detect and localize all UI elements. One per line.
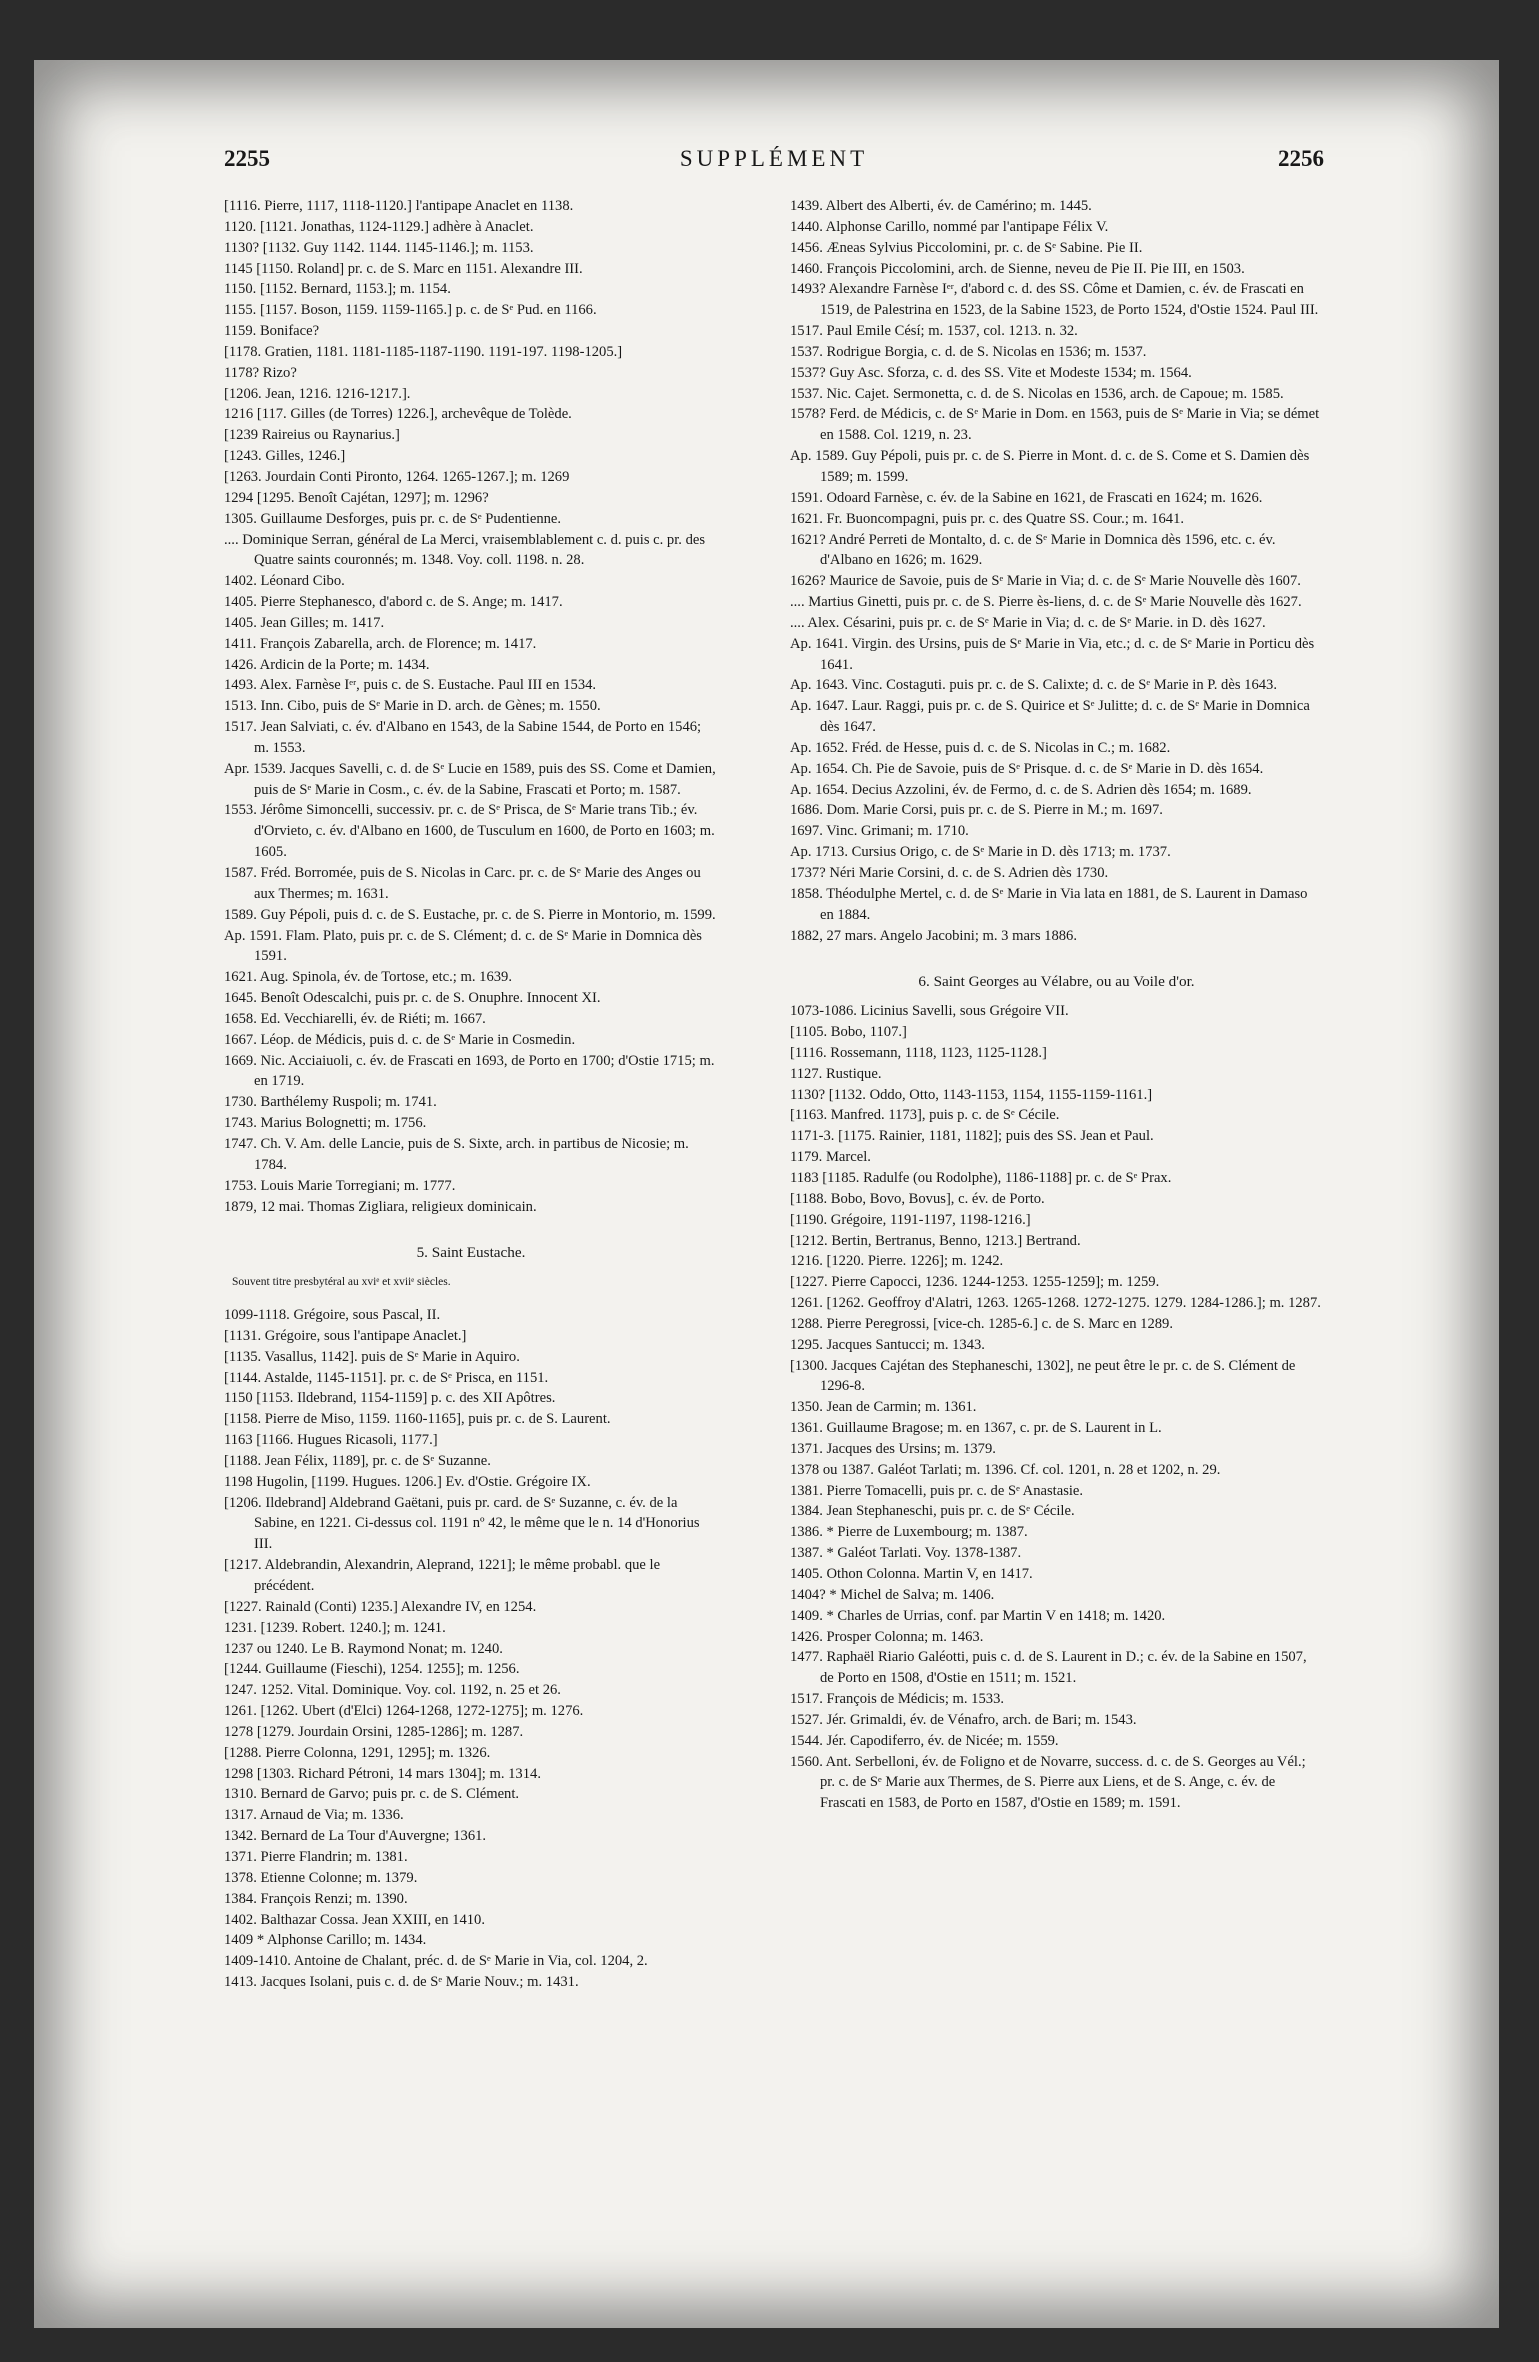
list-entry: 1298 [1303. Richard Pétroni, 14 mars 1304]; m. 1314. bbox=[224, 1765, 541, 1782]
list-entry: 1405. Jean Gilles; m. 1417. bbox=[224, 614, 385, 631]
list-entry: 1371. Pierre Flandrin; m. 1381. bbox=[224, 1848, 408, 1865]
list-entry: [1263. Jourdain Conti Pironto, 1264. 1265-1267.]; m. 1269 bbox=[224, 468, 570, 485]
list-entry: 1405. Pierre Stephanesco, d'abord c. de S. Ange; m. 1417. bbox=[224, 594, 563, 611]
list-entry: Ap. 1713. Cursius Origo, c. de Sᵉ Marie in D. dès 1713; m. 1737. bbox=[790, 844, 1171, 861]
list-entry: 1537? Guy Asc. Sforza, c. d. des SS. Vite et Modeste 1534; m. 1564. bbox=[790, 364, 1192, 381]
list-entry: 1171-3. [1175. Rainier, 1181, 1182]; puis des SS. Jean et Paul. bbox=[790, 1128, 1154, 1145]
list-entry: 1237 ou 1240. Le B. Raymond Nonat; m. 1240. bbox=[224, 1640, 503, 1657]
list-entry: 1378. Etienne Colonne; m. 1379. bbox=[224, 1869, 418, 1886]
list-entry: 1578? Ferd. de Médicis, c. de Sᵉ Marie in Dom. en 1563, puis de Sᵉ Marie in Via; se démet en 1588. Col. 1219, n. 23. bbox=[790, 406, 1320, 444]
list-entry: 1155. [1157. Boson, 1159. 1159-1165.] p. c. de Sᵉ Pud. en 1166. bbox=[224, 302, 597, 319]
list-entry: 1879, 12 mai. Thomas Zigliara, religieux dominicain. bbox=[224, 1198, 537, 1215]
list-entry: 1179. Marcel. bbox=[790, 1149, 871, 1166]
section-6-entries bbox=[790, 1001, 1323, 1814]
page-header bbox=[224, 146, 1324, 186]
list-entry: 1667. Léop. de Médicis, puis d. c. de Sᵉ Marie in Cosmedin. bbox=[224, 1031, 576, 1048]
list-entry: [1227. Rainald (Conti) 1235.] Alexandre IV, en 1254. bbox=[224, 1598, 537, 1615]
list-entry: .... Martius Ginetti, puis pr. c. de S. Pierre ès-liens, d. c. de Sᵉ Marie Nouvelle dès 1627. bbox=[790, 594, 1302, 611]
page-number-left: 2255 bbox=[224, 146, 270, 171]
list-entry: 1402. Léonard Cibo. bbox=[224, 573, 345, 590]
list-entry: 1409 * Alphonse Carillo; m. 1434. bbox=[224, 1932, 427, 1949]
list-entry: 1130? [1132. Oddo, Otto, 1143-1153, 1154, 1155-1159-1161.] bbox=[790, 1086, 1153, 1103]
list-entry: 1404? * Michel de Salva; m. 1406. bbox=[790, 1586, 995, 1603]
list-entry: 1342. Bernard de La Tour d'Auvergne; 1361. bbox=[224, 1828, 487, 1845]
list-entry: Ap. 1647. Laur. Raggi, puis pr. c. de S. Quirice et Sᵉ Julitte; d. c. de Sᵉ Marie in Domnica dès 1647. bbox=[790, 698, 1310, 736]
list-entry: 1278 [1279. Jourdain Orsini, 1285-1286]; m. 1287. bbox=[224, 1723, 524, 1740]
list-entry: 1402. Balthazar Cossa. Jean XXIII, en 1410. bbox=[224, 1911, 485, 1928]
list-entry: 1439. Albert des Alberti, év. de Camérino; m. 1445. bbox=[790, 198, 1092, 214]
list-entry: 1305. Guillaume Desforges, puis pr. c. de Sᵉ Pudentienne. bbox=[224, 510, 562, 527]
list-entry: 1737? Néri Marie Corsini, d. c. de S. Adrien dès 1730. bbox=[790, 865, 1109, 881]
list-entry: 1127. Rustique. bbox=[790, 1065, 882, 1082]
list-entry: 1493? Alexandre Farnèse Iᵉʳ, d'abord c. d. des SS. Côme et Damien, c. év. de Frascati en 1519, de Palestrina en 1523, de la Sabine 1523, de Porto 1524, d'Ostie 1524. Paul III. bbox=[790, 281, 1319, 319]
list-entry: 1198 Hugolin, [1199. Hugues. 1206.] Ev. d'Ostie. Grégoire IX. bbox=[224, 1473, 591, 1490]
list-entry: 1697. Vinc. Grimani; m. 1710. bbox=[790, 823, 969, 840]
list-entry: 1626? Maurice de Savoie, puis de Sᵉ Marie in Via; d. c. de Sᵉ Marie Nouvelle dès 1607. bbox=[790, 573, 1301, 590]
list-entry: 1409-1410. Antoine de Chalant, préc. d. de Sᵉ Marie in Via, col. 1204, 2. bbox=[224, 1953, 648, 1970]
list-entry: Ap. 1591. Flam. Plato, puis pr. c. de S. Clément; d. c. de Sᵉ Marie in Domnica dès 1591. bbox=[224, 927, 702, 965]
list-entry: 1247. 1252. Vital. Dominique. Voy. col. 1192, n. 25 et 26. bbox=[224, 1682, 561, 1699]
list-entry: 1456. Æneas Sylvius Piccolomini, pr. c. de Sᵉ Sabine. Pie II. bbox=[790, 239, 1143, 256]
list-entry: [1190. Grégoire, 1191-1197, 1198-1216.] bbox=[790, 1211, 1031, 1228]
list-entry: 1560. Ant. Serbelloni, év. de Foligno et de Novarre, success. d. c. de S. Georges au Vél.; pr. c. de Sᵉ Marie aux Thermes, de S. Pierre aux Liens, et de S. Ange, c. év. de Frascati en 1583, de Porto en 1587, d'Ostie en 1589; m. 1591. bbox=[790, 1753, 1306, 1812]
left-entries-list bbox=[224, 196, 718, 1217]
list-entry: 1517. Jean Salviati, c. év. d'Albano en 1543, de la Sabine 1544, de Porto en 1546; m. 1553. bbox=[224, 719, 702, 756]
list-entry: 1288. Pierre Peregrossi, [vice-ch. 1285-6.] c. de S. Marc en 1289. bbox=[790, 1315, 1173, 1332]
section-gap bbox=[790, 946, 1323, 960]
list-entry: 1589. Guy Pépoli, puis d. c. de S. Eustache, pr. c. de S. Pierre in Montorio, m. 1599. bbox=[224, 906, 716, 923]
list-entry: 1882, 27 mars. Angelo Jacobini; m. 3 mars 1886. bbox=[790, 927, 1077, 944]
list-entry: 1645. Benoît Odescalchi, puis pr. c. de S. Onuphre. Innocent XI. bbox=[224, 990, 601, 1007]
list-entry: [1188. Jean Félix, 1189], pr. c. de Sᵉ Suzanne. bbox=[224, 1452, 491, 1469]
list-entry: 1216. [1220. Pierre. 1226]; m. 1242. bbox=[790, 1253, 1004, 1270]
list-entry: 1150 [1153. Ildebrand, 1154-1159] p. c. des XII Apôtres. bbox=[224, 1390, 556, 1407]
list-entry: 1426. Prosper Colonna; m. 1463. bbox=[790, 1628, 984, 1645]
list-entry: [1144. Astalde, 1145-1151]. pr. c. de Sᵉ Prisca, en 1151. bbox=[224, 1369, 549, 1386]
list-entry: Apr. 1539. Jacques Savelli, c. d. de Sᵉ Lucie en 1589, puis des SS. Come et Damien, puis de Sᵉ Marie in Cosm., c. év. de la Sabine, Frascati et Porto; m. 1587. bbox=[224, 760, 716, 798]
list-entry: 1426. Ardicin de la Porte; m. 1434. bbox=[224, 656, 430, 673]
right-column bbox=[790, 196, 1323, 1814]
list-entry: 1261. [1262. Geoffroy d'Alatri, 1263. 1265-1268. 1272-1275. 1279. 1284-1286.]; m. 1287. bbox=[790, 1295, 1321, 1312]
list-entry: 1753. Louis Marie Torregiani; m. 1777. bbox=[224, 1177, 456, 1194]
list-entry: 1310. Bernard de Garvo; puis pr. c. de S. Clément. bbox=[224, 1786, 520, 1803]
list-entry: 1587. Fréd. Borromée, puis de S. Nicolas in Carc. pr. c. de Sᵉ Marie des Anges ou aux Thermes; m. 1631. bbox=[224, 865, 701, 902]
list-entry: 1150. [1152. Bernard, 1153.]; m. 1154. bbox=[224, 281, 451, 298]
list-entry: [1206. Ildebrand] Aldebrand Gaëtani, puis pr. card. de Sᵉ Suzanne, c. év. de la Sabine, en 1221. Ci-dessus col. 1191 nº 42, le même que le n. 14 d'Honorius III. bbox=[224, 1494, 700, 1553]
list-entry: 1216 [117. Gilles (de Torres) 1226.], archevêque de Tolède. bbox=[224, 406, 572, 423]
list-entry: Ap. 1641. Virgin. des Ursins, puis de Sᵉ Marie in Via, etc.; d. c. de Sᵉ Marie in Porticu dès 1641. bbox=[790, 635, 1315, 673]
section-6-title: 6. Saint Georges au Vélabre, ou au Voile d'or. bbox=[918, 973, 1195, 991]
list-entry: 1350. Jean de Carmin; m. 1361. bbox=[790, 1399, 977, 1416]
list-entry: 1517. Paul Emile Césí; m. 1537, col. 1213. n. 32. bbox=[790, 323, 1078, 340]
list-entry: 1411. François Zabarella, arch. de Florence; m. 1417. bbox=[224, 635, 537, 652]
list-entry: 1294 [1295. Benoît Cajétan, 1297]; m. 1296? bbox=[224, 489, 489, 506]
list-entry: Ap. 1654. Ch. Pie de Savoie, puis de Sᵉ Prisque. d. c. de Sᵉ Marie in D. dès 1654. bbox=[790, 760, 1264, 777]
list-entry: 1405. Othon Colonna. Martin V, en 1417. bbox=[790, 1566, 1033, 1582]
list-entry: [1131. Grégoire, sous l'antipape Anaclet.] bbox=[224, 1327, 467, 1344]
list-entry: 1231. [1239. Robert. 1240.]; m. 1241. bbox=[224, 1619, 446, 1636]
list-entry: [1212. Bertin, Bertranus, Benno, 1213.] Bertrand. bbox=[790, 1232, 1081, 1249]
list-entry: [1116. Rossemann, 1118, 1123, 1125-1128.] bbox=[790, 1044, 1047, 1061]
list-entry: 1178? Rizo? bbox=[224, 364, 297, 381]
list-entry: Ap. 1652. Fréd. de Hesse, puis d. c. de S. Nicolas in C.; m. 1682. bbox=[790, 739, 1171, 756]
list-entry: [1227. Pierre Capocci, 1236. 1244-1253. 1255-1259]; m. 1259. bbox=[790, 1274, 1160, 1291]
list-entry: 1384. François Renzi; m. 1390. bbox=[224, 1890, 408, 1907]
list-entry: 1743. Marius Bolognetti; m. 1756. bbox=[224, 1115, 427, 1132]
list-entry: [1243. Gilles, 1246.] bbox=[224, 448, 346, 465]
list-entry: 1440. Alphonse Carillo, nommé par l'antipape Félix V. bbox=[790, 218, 1109, 235]
list-entry: [1105. Bobo, 1107.] bbox=[790, 1024, 907, 1041]
list-entry: 1669. Nic. Acciaiuoli, c. év. de Frascati en 1693, de Porto en 1700; d'Ostie 1715; m. en 1719. bbox=[224, 1052, 715, 1090]
list-entry: 1409. * Charles de Urrias, conf. par Martin V en 1418; m. 1420. bbox=[790, 1607, 1166, 1624]
list-entry: 1381. Pierre Tomacelli, puis pr. c. de Sᵉ Anastasie. bbox=[790, 1482, 1084, 1499]
list-entry: 1477. Raphaël Riario Galéotti, puis c. d. de S. Laurent in D.; c. év. de la Sabine en 1507, de Porto en 1508, d'Ostie en 1511; m. 1521. bbox=[790, 1649, 1307, 1687]
list-entry: 1591. Odoard Farnèse, c. év. de la Sabine en 1621, de Frascati en 1624; m. 1626. bbox=[790, 489, 1263, 506]
list-entry: 1120. [1121. Jonathas, 1124-1129.] adhère à Anaclet. bbox=[224, 218, 534, 235]
list-entry: [1217. Aldebrandin, Alexandrin, Aleprand, 1221]; le même probabl. que le précédent. bbox=[224, 1557, 661, 1594]
list-entry: [1300. Jacques Cajétan des Stephaneschi, 1302], ne peut être le pr. c. de S. Clément de 1296-8. bbox=[790, 1357, 1296, 1395]
list-entry: [1178. Gratien, 1181. 1181-1185-1187-1190. 1191-197. 1198-1205.] bbox=[224, 343, 623, 360]
list-entry: 1145 [1150. Roland] pr. c. de S. Marc en 1151. Alexandre III. bbox=[224, 260, 583, 277]
list-entry: 1371. Jacques des Ursins; m. 1379. bbox=[790, 1440, 996, 1457]
list-entry: 1621? André Perreti de Montalto, d. c. de Sᵉ Marie in Domnica dès 1596, etc. c. év. d'Albano en 1626; m. 1629. bbox=[790, 531, 1276, 569]
list-entry: 1513. Inn. Cibo, puis de Sᵉ Marie in D. arch. de Gènes; m. 1550. bbox=[224, 698, 601, 715]
list-entry: [1163. Manfred. 1173], puis p. c. de Sᵉ Cécile. bbox=[790, 1107, 1060, 1124]
section-gap bbox=[224, 1217, 718, 1231]
list-entry: 1686. Dom. Marie Corsi, puis pr. c. de S. Pierre in M.; m. 1697. bbox=[790, 802, 1163, 819]
list-entry: 1317. Arnaud de Via; m. 1336. bbox=[224, 1807, 404, 1824]
list-entry: 1384. Jean Stephaneschi, puis pr. c. de Sᵉ Cécile. bbox=[790, 1503, 1075, 1520]
list-entry: 1130? [1132. Guy 1142. 1144. 1145-1146.]; m. 1153. bbox=[224, 239, 534, 256]
list-entry: 1460. François Piccolomini, arch. de Sienne, neveu de Pie II. Pie III, en 1503. bbox=[790, 260, 1245, 277]
section-5-title: 5. Saint Eustache. bbox=[416, 1244, 526, 1262]
list-entry: 1658. Ed. Vecchiarelli, év. de Riéti; m. 1667. bbox=[224, 1010, 486, 1027]
list-entry: 1537. Rodrigue Borgia, c. d. de S. Nicolas en 1536; m. 1537. bbox=[790, 343, 1147, 360]
list-entry: 1386. * Pierre de Luxembourg; m. 1387. bbox=[790, 1524, 1028, 1541]
list-entry: 1537. Nic. Cajet. Sermonetta, c. d. de S. Nicolas en 1536, arch. de Capoue; m. 1585. bbox=[790, 385, 1284, 402]
list-entry: 1261. [1262. Ubert (d'Elci) 1264-1268, 1272-1275]; m. 1276. bbox=[224, 1703, 584, 1720]
list-entry: 1517. François de Médicis; m. 1533. bbox=[790, 1691, 1005, 1708]
list-entry: [1239 Raireius ou Raynarius.] bbox=[224, 427, 400, 444]
list-entry: Ap. 1654. Decius Azzolini, év. de Fermo, d. c. de S. Adrien dès 1654; m. 1689. bbox=[790, 781, 1252, 798]
list-entry: Ap. 1643. Vinc. Costaguti. puis pr. c. de S. Calixte; d. c. de Sᵉ Marie in P. dès 1643. bbox=[790, 677, 1277, 694]
left-column bbox=[224, 196, 718, 1993]
section-5-entries bbox=[224, 1305, 718, 1993]
list-entry: 1493. Alex. Farnèse Iᵉʳ, puis c. de S. Eustache. Paul III en 1534. bbox=[224, 677, 597, 694]
list-entry: 1295. Jacques Santucci; m. 1343. bbox=[790, 1336, 985, 1353]
list-entry: 1730. Barthélemy Ruspoli; m. 1741. bbox=[224, 1094, 437, 1111]
list-entry: 1387. * Galéot Tarlati. Voy. 1378-1387. bbox=[790, 1545, 1022, 1562]
list-entry: 1378 ou 1387. Galéot Tarlati; m. 1396. Cf. col. 1201, n. 28 et 1202, n. 29. bbox=[790, 1461, 1221, 1478]
list-entry: 1621. Aug. Spinola, év. de Tortose, etc.; m. 1639. bbox=[224, 969, 512, 986]
list-entry: 1163 [1166. Hugues Ricasoli, 1177.] bbox=[224, 1432, 438, 1449]
list-entry: [1158. Pierre de Miso, 1159. 1160-1165], puis pr. c. de S. Laurent. bbox=[224, 1411, 611, 1428]
list-entry: 1544. Jér. Capodiferro, év. de Nicée; m. 1559. bbox=[790, 1732, 1059, 1749]
list-entry: 1183 [1185. Radulfe (ou Rodolphe), 1186-1188] pr. c. de Sᵉ Prax. bbox=[790, 1169, 1172, 1186]
list-entry: Ap. 1589. Guy Pépoli, puis pr. c. de S. Pierre in Mont. d. c. de S. Come et S. Damien dès 1589; m. 1599. bbox=[790, 448, 1310, 485]
list-entry: 1553. Jérôme Simoncelli, successiv. pr. c. de Sᵉ Prisca, de Sᵉ Marie trans Tib.; év. d'Orvieto, c. év. d'Albano en 1600, de Tusculum en 1600, de Porto en 1603; m. 1605. bbox=[224, 802, 715, 861]
page-title: SUPPLÉMENT bbox=[679, 146, 869, 171]
list-entry: 1527. Jér. Grimaldi, év. de Vénafro, arch. de Bari; m. 1543. bbox=[790, 1711, 1137, 1728]
list-entry: 1621. Fr. Buoncompagni, puis pr. c. des Quatre SS. Cour.; m. 1641. bbox=[790, 510, 1185, 527]
right-entries-list bbox=[790, 196, 1323, 946]
list-entry: .... Alex. Césarini, puis pr. c. de Sᵉ Marie in Via; d. c. de Sᵉ Marie. in D. dès 1627. bbox=[790, 614, 1266, 631]
list-entry: 1099-1118. Grégoire, sous Pascal, II. bbox=[224, 1307, 441, 1324]
list-entry: 1361. Guillaume Bragose; m. en 1367, c. pr. de S. Laurent in L. bbox=[790, 1420, 1162, 1437]
list-entry: 1159. Boniface? bbox=[224, 323, 320, 340]
list-entry: 1413. Jacques Isolani, puis c. d. de Sᵉ Marie Nouv.; m. 1431. bbox=[224, 1974, 579, 1991]
list-entry: 1858. Théodulphe Mertel, c. d. de Sᵉ Marie in Via lata en 1881, de S. Laurent in Damaso en 1884. bbox=[790, 885, 1308, 923]
list-entry: .... Dominique Serran, général de La Merci, vraisemblablement c. d. puis c. pr. des Quatre saints couronnés; m. 1348. Voy. coll. 1198. n. 28. bbox=[224, 531, 706, 569]
list-entry: [1244. Guillaume (Fieschi), 1254. 1255]; m. 1256. bbox=[224, 1661, 520, 1678]
page-number-right: 2256 bbox=[1278, 146, 1324, 171]
list-entry: [1188. Bobo, Bovo, Bovus], c. év. de Porto. bbox=[790, 1190, 1045, 1207]
section-5-note: Souvent titre presbytéral au xviᵉ et xviiᵉ siècles. bbox=[232, 1276, 451, 1289]
list-entry: [1288. Pierre Colonna, 1291, 1295]; m. 1326. bbox=[224, 1744, 491, 1761]
list-entry: [1135. Vasallus, 1142]. puis de Sᵉ Marie in Aquiro. bbox=[224, 1348, 520, 1365]
list-entry: [1206. Jean, 1216. 1216-1217.]. bbox=[224, 385, 411, 402]
list-entry: [1116. Pierre, 1117, 1118-1120.] l'antipape Anaclet en 1138. bbox=[224, 198, 574, 214]
list-entry: 1073-1086. Licinius Savelli, sous Grégoire VII. bbox=[790, 1003, 1069, 1020]
list-entry: 1747. Ch. V. Am. delle Lancie, puis de S. Sixte, arch. in partibus de Nicosie; m. 1784. bbox=[224, 1135, 689, 1173]
